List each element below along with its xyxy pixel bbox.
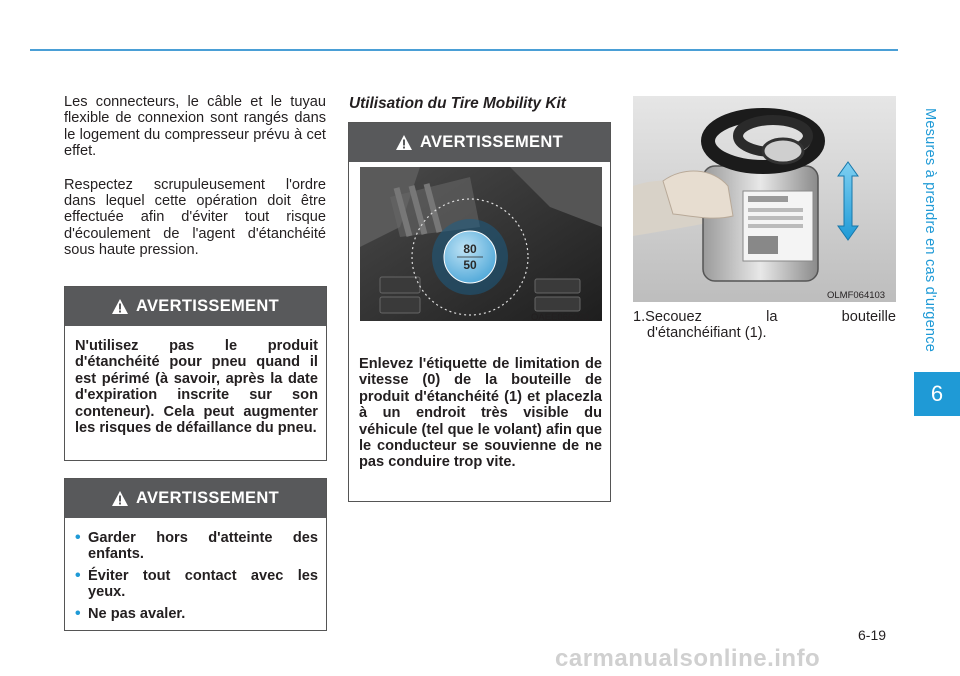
warning-box-safety bbox=[64, 478, 327, 631]
paragraph-order: Respectez scrupuleusement l'ordre dans lequel cette opération doit être effectuée afin d'éviter tout risque d'écoulement de l'agent d'étanchéité sous haute pression. bbox=[64, 176, 326, 259]
step-1-line-2: d'étanchéifiant (1). bbox=[647, 325, 767, 341]
warning-title: AVERTISSEMENT bbox=[136, 297, 279, 315]
warning-list-body bbox=[65, 518, 326, 639]
section-heading: Utilisation du Tire Mobility Kit bbox=[349, 95, 566, 112]
section-title-vertical bbox=[880, 100, 960, 360]
warning-list-item: • Ne pas avaler. bbox=[75, 606, 318, 622]
left-column bbox=[64, 94, 326, 276]
section-title: Mesures à prendre en cas d'urgence bbox=[922, 107, 938, 353]
dashboard-illustration bbox=[360, 167, 602, 321]
image-code: OLMF064103 bbox=[827, 290, 886, 301]
image-code: OAEE066003 bbox=[531, 312, 590, 323]
warning-title: AVERTISSEMENT bbox=[420, 133, 563, 151]
warning-box-expired bbox=[64, 286, 327, 461]
warning-triangle-icon bbox=[112, 491, 128, 506]
warning-list-item: • Éviter tout contact avec les yeux. bbox=[75, 568, 318, 601]
step-1-line: 1.Secouez la bouteille bbox=[633, 309, 896, 325]
warning-header bbox=[65, 287, 326, 326]
warning-box-speed-label bbox=[348, 122, 611, 502]
warning-triangle-icon bbox=[112, 299, 128, 314]
speed-label-top: 80 bbox=[463, 242, 477, 256]
warning-header bbox=[65, 479, 326, 518]
warning-text: N'utilisez pas le produit d'étanchéité pour pneu quand il est périmé (à savoir, après la date d'expiration inscrite sur son conteneur). Cela peut augmenter les risques de défaillance du pneu. bbox=[75, 338, 318, 437]
paragraph-connectors: Les connecteurs, le câble et le tuyau flexible de connexion sont rangés dans le logement du compresseur prévu à cet effet. bbox=[64, 94, 326, 160]
top-rule bbox=[30, 49, 898, 51]
page-number: 6-19 bbox=[858, 627, 887, 643]
warning-list-item: • Garder hors d'atteinte des enfants. bbox=[75, 530, 318, 563]
warning-triangle-icon bbox=[396, 135, 412, 150]
chapter-tab: 6 bbox=[914, 372, 960, 416]
speed-label-bottom: 50 bbox=[463, 258, 477, 272]
warning-header bbox=[349, 123, 610, 162]
warning-text: Enlevez l'étiquette de limitation de vitesse (0) de la bouteille de produit d'étanchéité (1) et placezla à un endroit très visible du véhicule (tel que le volant) afin que le conducteur se souvienne de ne pas conduire trop vite. bbox=[359, 356, 602, 471]
watermark: carmanualsonline.info bbox=[555, 645, 821, 672]
warning-title: AVERTISSEMENT bbox=[136, 489, 279, 507]
warning-list bbox=[75, 530, 318, 622]
sealant-bottle-illustration bbox=[633, 96, 896, 302]
